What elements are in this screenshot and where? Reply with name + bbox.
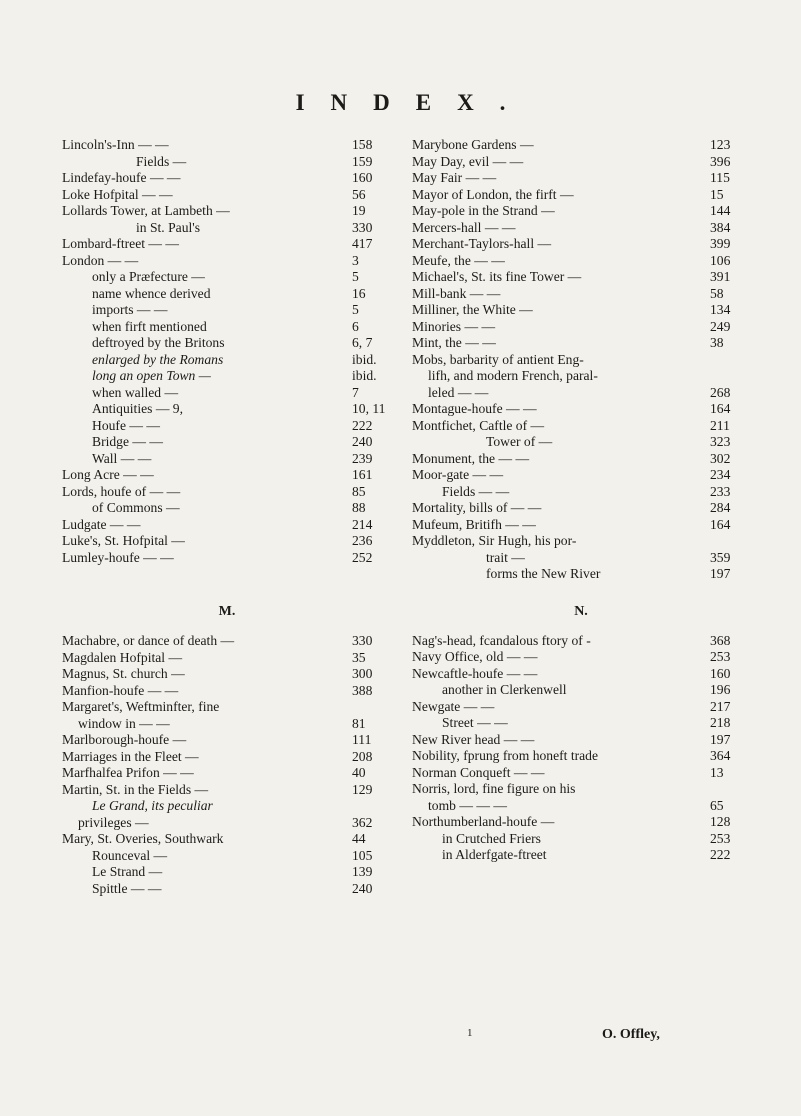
index-entry [62,137,392,154]
index-entry [412,566,750,583]
index-entry [412,715,750,732]
entry-page: 222 [352,417,373,433]
index-entry [412,269,750,286]
entry-page: 368 [710,632,731,648]
entry-term: Newgate — — [412,698,495,714]
entry-page: 5 [352,302,359,317]
index-entry [62,633,392,650]
entry-term: May Day, evil — — [412,153,524,169]
index-entry [412,170,750,187]
entry-page: 44 [352,831,366,846]
entry-page: 359 [710,549,731,565]
entry-page [706,533,750,550]
index-entry [412,203,750,220]
index-entry [62,864,392,881]
entry-page: 129 [352,781,373,797]
entry-term: forms the New River [486,566,601,581]
entry-term: Marriages in the Fleet — [62,748,199,764]
entry-page: 211 [710,417,730,433]
page-title: INDEX. [295,90,532,115]
index-entry [62,765,392,782]
index-entry [412,434,750,451]
index-entry [412,500,750,517]
entry-page: 139 [352,864,373,879]
index-entry [62,650,392,667]
index-m-entries [62,633,392,897]
entry-term: in Alderfgate-ftreet [442,847,547,862]
index-m-entries-cont [412,137,750,583]
section-letter-m: M. [218,604,236,619]
index-entry [62,848,392,865]
entry-page: 56 [352,186,366,202]
entry-term: long an open Town — [92,368,211,383]
entry-page: 417 [352,236,373,251]
entry-page [706,781,750,798]
section-letter-n: N. [574,603,588,619]
index-entry [412,220,750,237]
entry-term: Meufe, the — — [412,252,505,268]
entry-term: Myddleton, Sir Hugh, his por- [412,533,577,548]
entry-page: 160 [710,665,731,681]
entry-page: 15 [710,186,724,202]
entry-term: in St. Paul's [136,219,201,235]
entry-page: 35 [352,649,366,665]
index-entry [62,815,392,832]
entry-page: 323 [710,434,731,449]
index-entry [62,500,392,517]
entry-page [706,368,750,385]
index-entry [412,814,750,831]
entry-page: 58 [710,285,724,301]
entry-term: Mint, the — — [412,335,496,350]
index-entry [62,203,392,220]
index-entry [412,467,750,484]
entry-page: 16 [352,285,366,301]
entry-term: Manfion-houfe — — [62,682,179,698]
entry-term: Mayor of London, the firft — [412,186,574,202]
index-entry [412,385,750,402]
index-entry [62,699,392,716]
entry-term: Nobility, fprung from honeft trade [412,748,598,763]
entry-term: in Crutched Friers [442,830,541,846]
entry-page: ibid. [352,368,377,383]
left-column [62,137,392,897]
entry-term: leled — — [428,384,489,400]
entry-term: Milliner, the White — [412,302,533,317]
entry-page: 40 [352,765,366,780]
index-entry [412,765,750,782]
index-entry [62,401,392,418]
entry-page: 13 [710,764,724,780]
entry-term: Mufeum, Britifh — — [412,516,536,532]
entry-page: 222 [710,847,731,862]
entry-term: Montfichet, Caftle of — [412,417,545,433]
entry-term: Rounceval — [92,847,168,863]
entry-term: Antiquities — 9, [92,401,184,416]
index-entry [62,319,392,336]
entry-page [706,352,750,369]
entry-term: Michael's, St. its fine Tower — [412,269,582,284]
entry-term: Montague-houfe — — [412,401,537,416]
entry-page: 5 [352,269,359,284]
entry-term: Bridge — — [92,434,163,449]
entry-page [348,699,392,716]
entry-term: Northumberland-houfe — [412,814,555,829]
index-entry [412,831,750,848]
entry-term: enlarged by the Romans [92,351,224,367]
entry-term: New River head — — [412,731,535,747]
index-entry [412,319,750,336]
entry-page: 233 [710,483,731,499]
index-entry [412,682,750,699]
index-entry [62,236,392,253]
entry-term: May-pole in the Strand — [412,203,555,218]
entry-page: 6 [352,318,359,334]
index-entry [62,269,392,286]
entry-term: Mercers-hall — — [412,219,516,235]
entry-term: of Commons — [92,500,180,515]
entry-term: Lombard-ftreet — — [62,236,180,251]
index-entry [412,550,750,567]
entry-term: Loke Hofpital — — [62,186,173,202]
entry-page: 115 [710,170,730,185]
entry-term: Newcaftle-houfe — — [412,665,538,681]
entry-page: 134 [710,302,731,317]
entry-term: only a Præfecture — [92,269,205,284]
entry-term: Houfe — — [92,417,160,433]
entry-page: 252 [352,549,373,565]
entry-term: Norris, lord, fine figure on his [412,781,576,796]
entry-term: Navy Office, old — — [412,649,538,664]
entry-term: when firft mentioned [92,318,207,334]
index-n-entries [412,633,750,864]
entry-term: Fields — — [442,483,510,499]
index-entry [62,434,392,451]
entry-page: 160 [352,170,373,185]
entry-term: Mobs, barbarity of antient Eng- [412,351,584,367]
index-entry [62,154,392,171]
index-entry [62,286,392,303]
entry-term: Wall — — [92,450,152,466]
entry-term: Moor-gate — — [412,467,504,482]
entry-page: 249 [710,318,731,334]
index-entry [62,170,392,187]
entry-page: 85 [352,483,366,499]
entry-term: Le Strand — [92,864,163,879]
index-entry [412,517,750,534]
entry-term: lifh, and modern French, paral- [428,368,598,383]
entry-term: Spittle — — [92,880,162,896]
index-entry [412,748,750,765]
entry-term: Merchant-Taylors-hall — [412,236,552,251]
entry-term: Mill-bank — — [412,285,501,301]
entry-term: Le Grand, its peculiar [92,798,213,813]
entry-term: May Fair — — [412,170,497,185]
entry-page: 105 [352,847,373,863]
entry-page: 208 [352,748,373,764]
entry-term: Fields — [136,153,187,169]
entry-term: privileges — [78,814,149,830]
entry-page: 19 [352,203,366,218]
index-entry [412,401,750,418]
index-entry [412,798,750,815]
entry-page [348,798,392,815]
entry-term: Lindefay-houfe — — [62,170,181,185]
entry-page: 164 [710,516,731,532]
index-entry [62,683,392,700]
index-entry [412,633,750,650]
index-entry [412,484,750,501]
index-entry [412,666,750,683]
entry-page: 3 [352,252,359,268]
entry-term: Norman Conqueft — — [412,764,545,780]
entry-page: 123 [710,137,731,152]
entry-term: Machabre, or dance of death — [62,633,235,648]
entry-term: Long Acre — — [62,467,154,482]
entry-term: window in — — [78,715,170,731]
index-entry [62,881,392,898]
entry-page: 364 [710,748,731,763]
entry-term: London — — [62,252,139,268]
index-entry [62,831,392,848]
entry-page: 111 [352,732,372,747]
entry-page: 144 [710,203,731,218]
entry-term: Marybone Gardens — [412,137,534,152]
index-l-entries [62,137,392,566]
entry-page: 391 [710,269,731,284]
catchword: O. Offley, [602,1027,660,1042]
entry-page: 240 [352,880,373,896]
entry-term: Minories — — [412,318,496,334]
right-column [412,137,750,864]
index-entry [412,451,750,468]
index-entry [412,137,750,154]
entry-page: 330 [352,633,373,648]
entry-page: 253 [710,649,731,664]
index-entry [412,649,750,666]
entry-page: 236 [352,533,373,548]
index-entry [412,236,750,253]
index-entry [62,368,392,385]
entry-page: 253 [710,830,731,846]
index-entry [62,550,392,567]
entry-term: Lollards Tower, at Lambeth — [62,203,230,218]
entry-term: tomb — — — [428,797,507,813]
entry-page: 384 [710,219,731,235]
entry-term: Martin, St. in the Fields — [62,781,209,797]
entry-term: trait — [486,549,525,565]
entry-page: 197 [710,731,731,747]
entry-page: 388 [352,682,373,698]
entry-page: 161 [352,467,373,482]
entry-page: 88 [352,500,366,515]
entry-page: 268 [710,384,731,400]
entry-page: 10, 11 [352,401,386,416]
index-entry [412,418,750,435]
index-entry [62,798,392,815]
entry-page: 197 [710,566,731,581]
index-entry [62,716,392,733]
index-entry [62,666,392,683]
entry-page: 159 [352,153,373,169]
index-entry [62,385,392,402]
entry-page: 81 [352,715,366,731]
entry-page: 164 [710,401,731,416]
entry-term: deftroyed by the Britons [92,335,225,350]
index-entry [412,187,750,204]
index-entry [62,352,392,369]
entry-term: Street — — [442,715,508,730]
entry-page: 158 [352,137,373,152]
entry-term: Nag's-head, fcandalous ftory of - [412,632,591,648]
index-entry [412,335,750,352]
entry-term: Marlborough-houfe — [62,732,187,747]
entry-page: ibid. [352,351,377,367]
index-entry [62,467,392,484]
entry-page: 214 [352,516,373,532]
entry-term: Lincoln's-Inn — — [62,137,169,152]
index-entry [412,154,750,171]
entry-page: 330 [352,219,373,235]
entry-page: 218 [710,715,731,730]
entry-term: Margaret's, Weftminfter, fine [62,699,220,714]
index-entry [62,187,392,204]
entry-term: Magnus, St. church — [62,666,185,681]
index-entry [62,517,392,534]
entry-page: 196 [710,682,731,697]
entry-page: 106 [710,252,731,268]
index-entry [62,220,392,237]
index-entry [412,781,750,798]
signature-mark: 1 [467,1027,473,1039]
index-entry [62,335,392,352]
entry-term: Marfhalfea Prifon — — [62,765,194,780]
entry-term: Tower of — [486,434,553,449]
entry-page: 396 [710,153,731,169]
entry-term: Lords, houfe of — — [62,483,181,499]
index-entry [412,847,750,864]
entry-page: 302 [710,450,731,466]
entry-term: Mary, St. Overies, Southwark [62,831,224,846]
entry-page: 239 [352,450,373,466]
index-entry [412,302,750,319]
index-entry [62,782,392,799]
index-entry [412,253,750,270]
index-entry [62,484,392,501]
index-entry [412,368,750,385]
entry-page: 284 [710,500,731,515]
index-entry [412,533,750,550]
index-entry [62,418,392,435]
index-entry [62,732,392,749]
entry-page: 234 [710,467,731,482]
entry-term: another in Clerkenwell [442,682,567,697]
entry-term: name whence derived [92,285,211,301]
index-entry [62,533,392,550]
entry-page: 65 [710,797,724,813]
index-entry [412,732,750,749]
entry-term: Ludgate — — [62,516,141,532]
entry-page: 217 [710,698,731,714]
entry-page: 399 [710,236,731,251]
entry-page: 362 [352,814,373,830]
entry-page: 300 [352,666,373,681]
entry-term: Monument, the — — [412,450,530,466]
entry-page: 6, 7 [352,335,373,350]
entry-term: imports — — [92,302,168,317]
index-entry [62,451,392,468]
entry-term: Lumley-houfe — — [62,549,174,565]
entry-term: Magdalen Hofpital — [62,649,183,665]
entry-page: 128 [710,814,731,829]
entry-term: Luke's, St. Hofpital — [62,533,185,548]
index-entry [62,302,392,319]
index-entry [412,352,750,369]
entry-page: 240 [352,434,373,449]
entry-page: 38 [710,335,724,350]
index-entry [62,749,392,766]
index-entry [412,286,750,303]
entry-term: Mortality, bills of — — [412,500,542,515]
index-entry [412,699,750,716]
entry-term: when walled — [92,384,179,400]
entry-page: 7 [352,384,359,400]
index-entry [62,253,392,270]
